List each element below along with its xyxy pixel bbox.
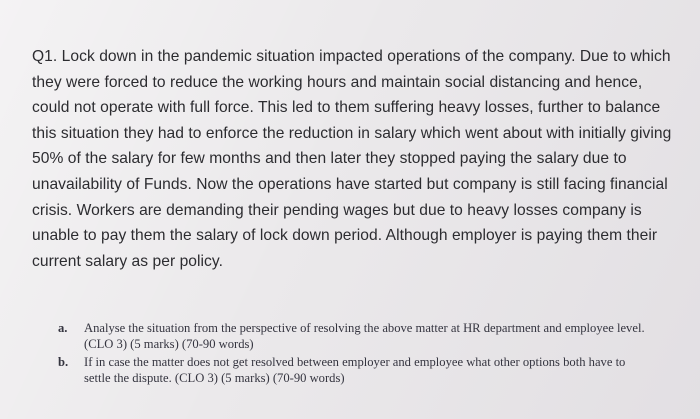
sub-question-list [58, 320, 648, 388]
sub-question-b [58, 354, 648, 386]
sub-question-b-marker: b. [58, 355, 69, 369]
sub-question-a-text: Analyse the situation from the perspective of resolving the above matter at HR department and employee level. (CLO 3) (5 marks) (70-90 words) [84, 321, 645, 351]
sub-question-a [58, 320, 648, 352]
question-text: Q1. Lock down in the pandemic situation impacted operations of the company. Due to which they were forced to reduce the working hours and maintain social distancing and hence, could not operate with full force. This led to them suffering heavy losses, further to balance this situation they had to enforce the reduction in salary which went about with initially giving 50% of the salary for few months and then later they stopped paying the salary due to unavailability of Funds. Now the operations have started but company is still facing financial crisis. Workers are demanding their pending wages but due to heavy losses company is unable to pay them the salary of lock down period. Although employer is paying them their current salary as per policy. [32, 48, 672, 270]
sub-question-a-marker: a. [58, 321, 68, 335]
sub-question-b-text: If in case the matter does not get resolved between employer and employee what other options both have to settle the dispute. (CLO 3) (5 marks) (70-90 words) [84, 355, 626, 385]
